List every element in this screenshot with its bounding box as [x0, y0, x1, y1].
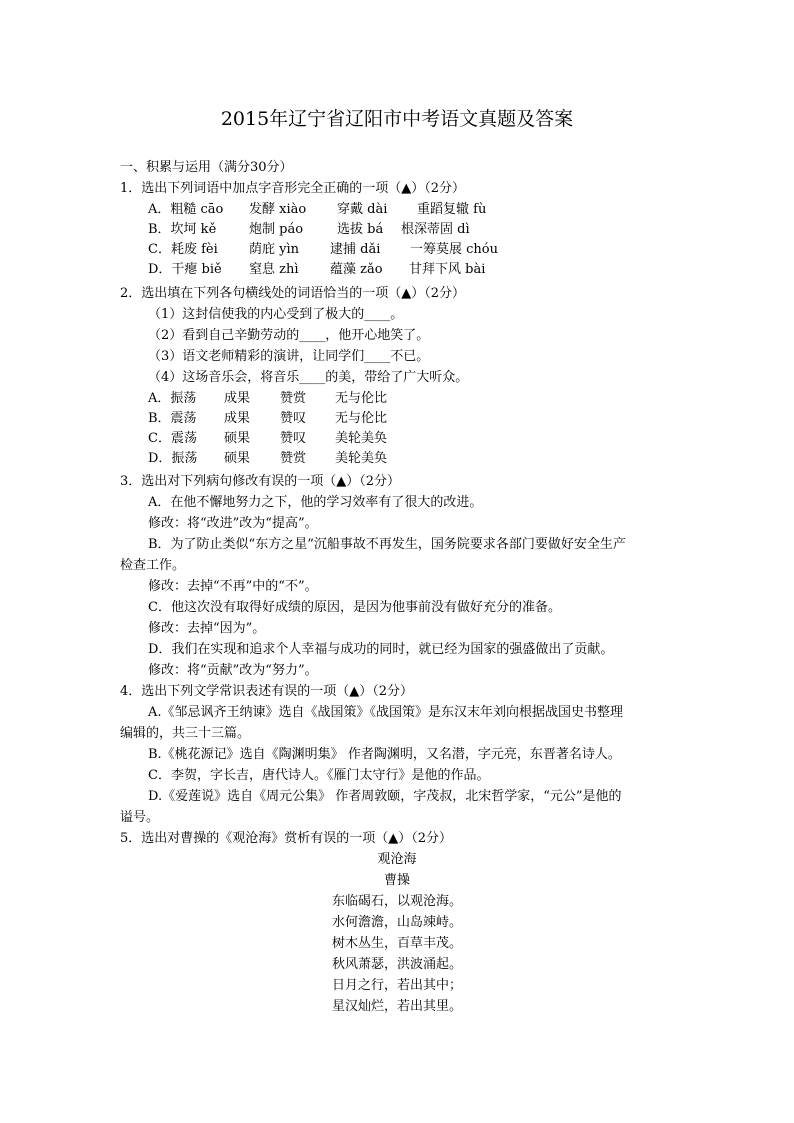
- option-word: 赞赏: [280, 451, 307, 466]
- question-3-stem: 3．选出对下列病句修改有误的一项（▲）（2分）: [120, 474, 401, 489]
- page-title: 2015年辽宁省辽阳市中考语文真题及答案: [220, 108, 574, 130]
- option-word: D．干瘪 biě: [148, 262, 222, 277]
- question-5-stem: 5．选出对曹操的《观沧海》赏析有误的一项（▲）（2分）: [120, 831, 453, 846]
- option-word: 硕果: [224, 431, 251, 446]
- question-3-option-b: B．为了防止类似“东方之星”沉船事故不再发生，国务院要求各部门要做好安全生产: [148, 537, 626, 552]
- option-word: 成果: [224, 391, 251, 406]
- option-word: 美轮美奂: [335, 431, 388, 446]
- option-row: [148, 260, 498, 280]
- option-row: [148, 220, 498, 240]
- option-word: 炮制 páo: [249, 222, 304, 237]
- question-4-option-b: B.《桃花源记》选自《陶渊明集》 作者陶渊明，又名潜，字元亮，东晋著名诗人。: [148, 747, 621, 762]
- question-4-option-a-cont: 编辑的，共三十三篇。: [120, 726, 251, 741]
- option-word: C．震荡: [148, 431, 197, 446]
- option-word: 发酵 xiào: [249, 202, 307, 217]
- option-word: C．耗废 fèi: [148, 242, 218, 257]
- question-2-sentence: （4）这场音乐会，将音乐____的美，带给了广大听众。: [148, 370, 469, 385]
- poem-line: 树木丛生，百草丰茂。: [331, 936, 462, 951]
- question-2-sentence: （3）语文老师精彩的演讲，让同学们____不已。: [148, 349, 430, 364]
- option-word: 赞叹: [280, 431, 307, 446]
- poem-line: 日月之行，若出其中；: [331, 978, 462, 993]
- question-3-option-a: A．在他不懈地努力之下，他的学习效率有了很大的改进。: [148, 495, 483, 510]
- poem-title: 观沧海: [377, 852, 417, 867]
- option-word: 硕果: [224, 451, 251, 466]
- option-word: 穿戴 dài: [337, 202, 388, 217]
- option-word: B．坎坷 kě: [148, 222, 217, 237]
- question-2-sentence: （2）看到自己辛勤劳动的____，他开心地笑了。: [148, 328, 430, 343]
- option-word: 根深蒂固 dì: [401, 222, 470, 237]
- question-3-option-b-cont: 检查工作。: [120, 558, 186, 573]
- question-3-fix-d: 修改：将“贡献”改为“努力”。: [148, 663, 318, 678]
- question-2-stem: 2．选出填在下列各句横线处的词语恰当的一项（▲）（2分）: [120, 286, 466, 301]
- question-1-options: [148, 200, 498, 280]
- option-word: 逮捕 dǎi: [330, 242, 381, 257]
- option-word: 成果: [224, 411, 251, 426]
- option-word: A．振荡: [148, 391, 197, 406]
- option-row: [148, 200, 498, 220]
- question-3-fix-b: 修改：去掉“不再”中的“不”。: [148, 579, 318, 594]
- poem-line: 东临碣石，以观沧海。: [331, 894, 462, 909]
- question-4-option-a: A.《邹忌讽齐王纳谏》选自《战国策》《战国策》是东汉末年刘向根据战国史书整理: [148, 705, 624, 720]
- question-4-option-d: D.《爱莲说》选自《周元公集》 作者周敦颐，字茂叔，北宋哲学家，“元公”是他的: [148, 789, 622, 804]
- option-word: 一筹莫展 chóu: [410, 242, 498, 257]
- option-word: 美轮美奂: [335, 451, 388, 466]
- option-row: [148, 240, 498, 260]
- question-3-fix-a: 修改：将“改进”改为“提高”。: [148, 516, 318, 531]
- poem-author: 曹操: [383, 873, 410, 888]
- option-word: A．粗糙 cāo: [148, 202, 224, 217]
- section-heading: 一、积累与运用（满分30分）: [120, 160, 293, 175]
- question-3-option-c: C．他这次没有取得好成绩的原因，是因为他事前没有做好充分的准备。: [148, 600, 561, 615]
- option-word: 赞叹: [280, 411, 307, 426]
- option-word: B．震荡: [148, 411, 197, 426]
- option-word: 选拔 bá: [337, 222, 384, 237]
- poem-line: 水何澹澹，山岛竦峙。: [331, 915, 462, 930]
- question-3-fix-c: 修改：去掉“因为”。: [148, 621, 266, 636]
- option-word: 无与伦比: [335, 391, 388, 406]
- option-row: [148, 449, 387, 469]
- question-4-stem: 4．选出下列文学常识表述有误的一项（▲）（2分）: [120, 684, 414, 699]
- option-word: 窒息 zhì: [249, 262, 299, 277]
- option-word: 无与伦比: [335, 411, 388, 426]
- option-row: [148, 409, 387, 429]
- option-word: 蕴藻 zǎo: [330, 262, 383, 277]
- question-2-sentence: （1）这封信使我的内心受到了极大的____。: [148, 307, 404, 322]
- question-4-option-c: C．李贺，字长吉，唐代诗人。《雁门太守行》是他的作品。: [148, 768, 490, 783]
- question-1-stem: 1．选出下列词语中加点字音形完全正确的一项（▲）（2分）: [120, 181, 466, 196]
- option-row: [148, 389, 387, 409]
- question-4-option-d-cont: 谥号。: [120, 810, 160, 825]
- option-word: 重蹈复辙 fù: [417, 202, 487, 217]
- option-word: 荫庇 yìn: [249, 242, 300, 257]
- option-word: D．振荡: [148, 451, 198, 466]
- poem-line: 星汉灿烂，若出其里。: [331, 999, 462, 1014]
- option-word: 赞赏: [280, 391, 307, 406]
- option-word: 甘拜下风 bài: [409, 262, 486, 277]
- question-3-option-d: D．我们在实现和追求个人幸福与成功的同时，就已经为国家的强盛做出了贡献。: [148, 642, 614, 657]
- option-row: [148, 429, 387, 449]
- poem-line: 秋风萧瑟，洪波涌起。: [331, 957, 462, 972]
- question-2-options: [148, 389, 387, 469]
